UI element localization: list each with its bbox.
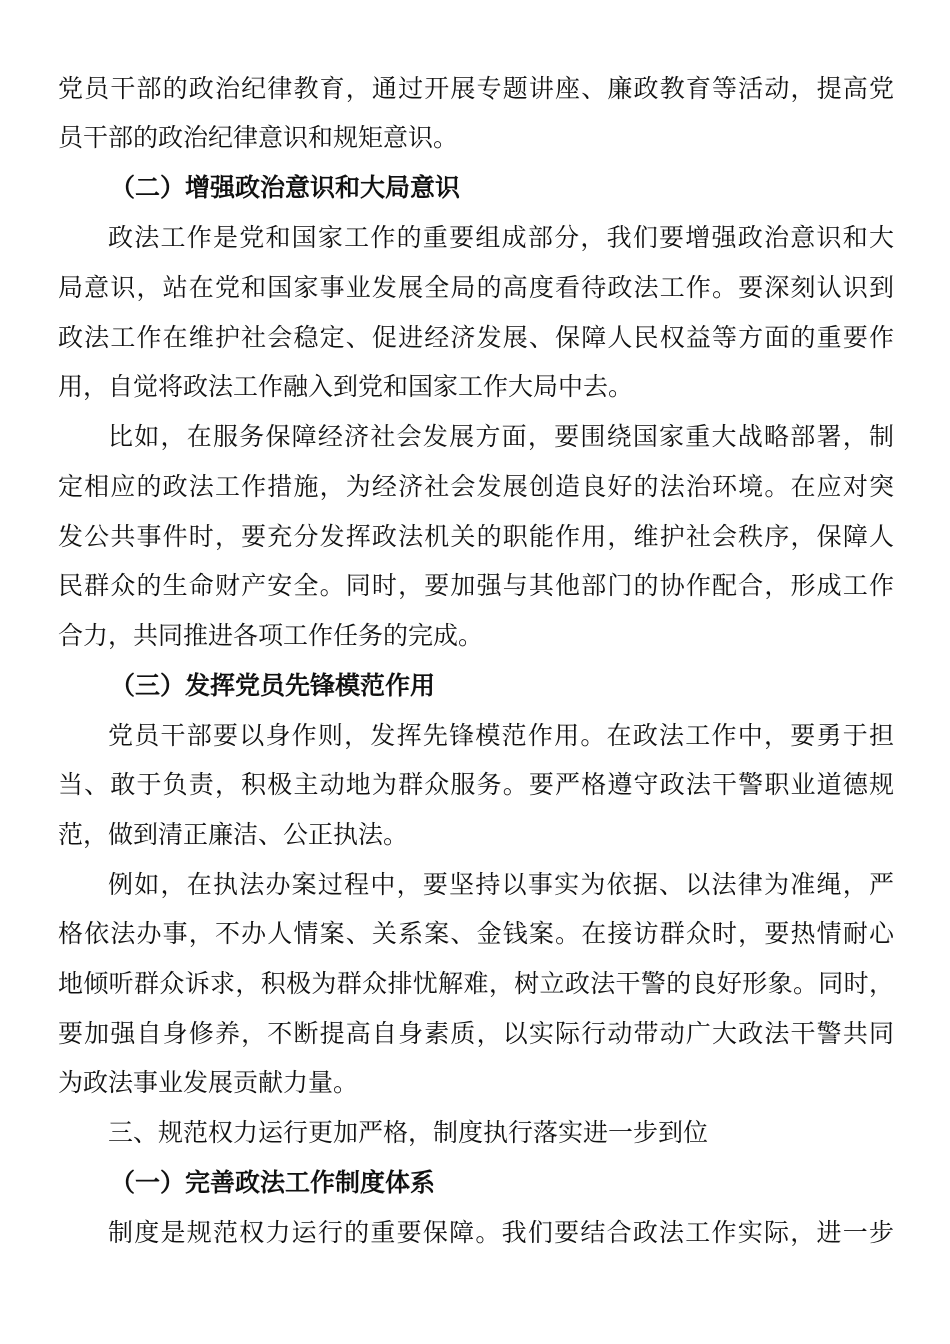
body-text-line: 政法工作是党和国家工作的重要组成部分，我们要增强政治意识和大 [108, 223, 894, 252]
body-text-line: 合力，共同推进各项工作任务的完成。 [58, 621, 484, 650]
body-text-line: 制度是规范权力运行的重要保障。我们要结合政法工作实际，进一步 [108, 1218, 894, 1247]
subsection-heading: （二）增强政治意识和大局意识 [110, 173, 461, 202]
section-heading: 三、规范权力运行更加严格，制度执行落实进一步到位 [108, 1118, 709, 1147]
body-text-line: 格依法办事，不办人情案、关系案、金钱案。在接访群众时，要热情耐心 [58, 919, 894, 948]
subsection-heading: （一）完善政法工作制度体系 [110, 1168, 436, 1197]
body-text-line: 党员干部的政治纪律教育，通过开展专题讲座、廉政教育等活动，提高党 [58, 74, 894, 103]
body-text-line: 局意识，站在党和国家事业发展全局的高度看待政法工作。要深刻认识到 [58, 273, 894, 302]
body-text-line: 为政法事业发展贡献力量。 [58, 1068, 359, 1097]
body-text-line: 当、敢于负责，积极主动地为群众服务。要严格遵守政法干警职业道德规 [58, 770, 894, 799]
body-text-line: 政法工作在维护社会稳定、促进经济发展、保障人民权益等方面的重要作 [58, 323, 894, 352]
body-text-line: 民群众的生命财产安全。同时，要加强与其他部门的协作配合，形成工作 [58, 571, 894, 600]
body-text-line: 要加强自身修养，不断提高自身素质，以实际行动带动广大政法干警共同 [58, 1019, 894, 1048]
body-text-line: 员干部的政治纪律意识和规矩意识。 [58, 123, 459, 152]
body-text-line: 例如，在执法办案过程中，要坚持以事实为依据、以法律为准绳，严 [108, 870, 894, 899]
body-text-line: 发公共事件时，要充分发挥政法机关的职能作用，维护社会秩序，保障人 [58, 522, 894, 551]
body-text-line: 党员干部要以身作则，发挥先锋模范作用。在政法工作中，要勇于担 [108, 721, 894, 750]
body-text-line: 地倾听群众诉求，积极为群众排忧解难，树立政法干警的良好形象。同时， [58, 969, 894, 998]
body-text-line: 定相应的政法工作措施，为经济社会发展创造良好的法治环境。在应对突 [58, 472, 894, 501]
body-text-line: 范，做到清正廉洁、公正执法。 [58, 820, 409, 849]
body-text-line: 用，自觉将政法工作融入到党和国家工作大局中去。 [58, 372, 634, 401]
subsection-heading: （三）发挥党员先锋模范作用 [110, 671, 436, 700]
body-text-line: 比如，在服务保障经济社会发展方面，要围绕国家重大战略部署，制 [108, 422, 894, 451]
